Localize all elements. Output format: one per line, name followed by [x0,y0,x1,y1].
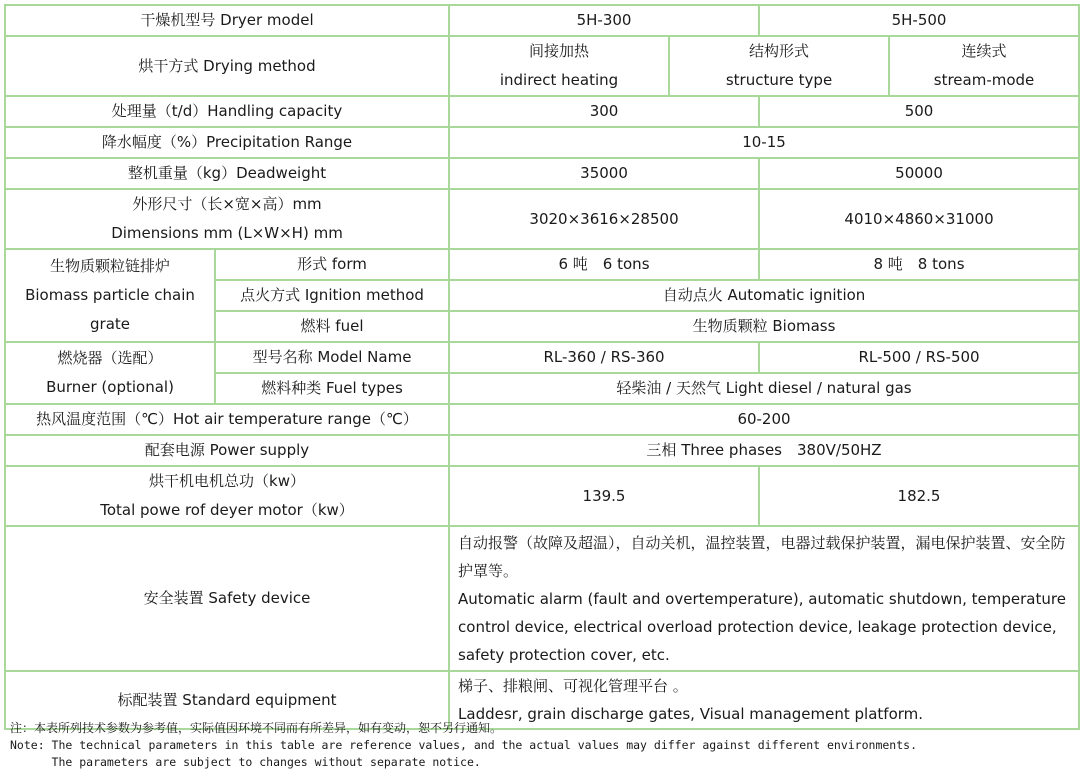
row-capacity [5,96,1079,127]
label-dims [5,189,449,249]
note-en-line1: Note: The technical parameters in this table are reference values, and the actual values may differ against different environments. [10,738,917,752]
note-cn: 注：本表所列技术参数为参考值，实际值因环境不同而有所差异，如有变动，恕不另行通知。 [10,721,503,735]
standard-cn: 梯子、排粮闸、可视化管理平台 。 [458,677,688,695]
burner-name-a: RL-360 / RS-360 [449,342,759,373]
weight-b: 50000 [759,158,1079,189]
drying-indirect [449,36,669,96]
capacity-a: 300 [449,96,759,127]
motor-b: 182.5 [759,466,1079,526]
drying-structure-cn: 结构形式 [749,42,810,60]
label-furnace-en2: grate [90,315,130,333]
label-motor-en: Total powe rof deyer motor（kw） [100,501,354,519]
label-form: 形式 form [215,249,449,280]
motor-a: 139.5 [449,466,759,526]
row-furnace-form [5,249,1079,280]
hotair-value: 60-200 [449,404,1079,435]
label-standard: 标配装置 Standard equipment [5,671,449,729]
label-furnace [5,249,215,342]
form-b: 8 吨 8 tons [759,249,1079,280]
row-precip [5,127,1079,158]
label-safety: 安全装置 Safety device [5,526,449,671]
note-en-line2: The parameters are subject to changes without separate notice. [10,755,481,769]
safety-en: Automatic alarm (fault and overtemperature), automatic shutdown, temperature control device, electrical overload protection device, leakage protection device, safety protection cover, etc. [458,589,1066,664]
drying-structure-en: structure type [725,71,833,89]
label-fuel-types: 燃料种类 Fuel types [215,373,449,404]
label-capacity: 处理量（t/d）Handling capacity [5,96,449,127]
label-precip: 降水幅度（%）Precipitation Range [5,127,449,158]
power-value: 三相 Three phases 380V/50HZ [449,435,1079,466]
value-5h300: 5H-300 [449,5,759,36]
label-burner [5,342,215,404]
row-dims [5,189,1079,249]
label-furnace-cn: 生物质颗粒链排炉 [49,257,170,275]
row-model [5,5,1079,36]
row-power [5,435,1079,466]
form-a: 6 吨 6 tons [449,249,759,280]
label-furnace-en1: Biomass particle chain [25,286,195,304]
row-drying [5,36,1079,96]
fuel-types-value: 轻柴油 / 天然气 Light diesel / natural gas [449,373,1079,404]
label-ignition: 点火方式 Ignition method [215,280,449,311]
safety-cn: 自动报警（故障及超温），自动关机，温控装置，电器过载保护装置，漏电保护装置、安全防护罩等。 [458,533,1066,580]
dims-a: 3020×3616×28500 [449,189,759,249]
row-burner-name [5,342,1079,373]
label-burner-cn: 燃烧器（选配） [57,349,163,367]
standard-en: Laddesr, grain discharge gates, Visual management platform. [458,705,924,723]
label-dims-en: Dimensions mm (L×W×H) mm [111,224,343,242]
row-hotair [5,404,1079,435]
label-motor [5,466,449,526]
footnotes [10,720,1080,771]
row-motor [5,466,1079,526]
row-safety [5,526,1079,671]
label-power: 配套电源 Power supply [5,435,449,466]
label-model: 干燥机型号 Dryer model [5,5,449,36]
burner-name-b: RL-500 / RS-500 [759,342,1079,373]
dims-b: 4010×4860×31000 [759,189,1079,249]
drying-stream [889,36,1079,96]
label-dims-cn: 外形尺寸（长×宽×高）mm [132,195,322,213]
label-hotair: 热风温度范围（℃）Hot air temperature range（℃） [5,404,449,435]
drying-indirect-cn: 间接加热 [529,42,590,60]
spec-table [4,4,1080,730]
drying-stream-cn: 连续式 [961,42,1007,60]
label-burner-en: Burner (optional) [46,378,174,396]
label-motor-cn: 烘干机电机总功（kw） [149,472,305,490]
ignition-value: 自动点火 Automatic ignition [449,280,1079,311]
drying-indirect-en: indirect heating [499,71,619,89]
precip-value: 10-15 [449,127,1079,158]
safety-value [449,526,1079,671]
row-weight [5,158,1079,189]
capacity-b: 500 [759,96,1079,127]
label-fuel: 燃料 fuel [215,311,449,342]
label-weight: 整机重量（kg）Deadweight [5,158,449,189]
label-drying: 烘干方式 Drying method [5,36,449,96]
drying-stream-en: stream-mode [933,71,1035,89]
value-5h500: 5H-500 [759,5,1079,36]
drying-structure [669,36,889,96]
fuel-value: 生物质颗粒 Biomass [449,311,1079,342]
weight-a: 35000 [449,158,759,189]
label-model-name: 型号名称 Model Name [215,342,449,373]
